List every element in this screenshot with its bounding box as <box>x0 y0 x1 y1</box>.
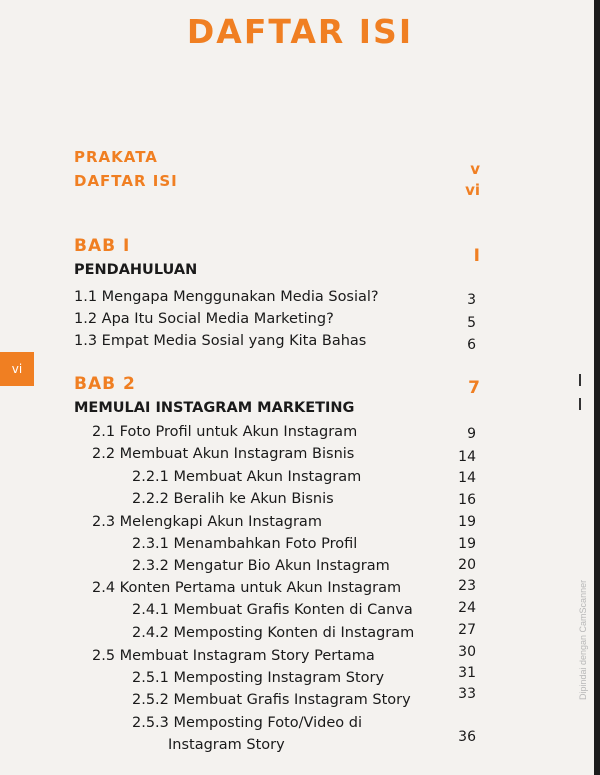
toc-entry-page: 19 <box>458 514 476 530</box>
toc-entry: 2.4.1 Membuat Grafis Konten di Canva <box>132 602 413 618</box>
page-title: DAFTAR ISI <box>186 12 414 51</box>
toc-entry: 2.5.3 Memposting Foto/Video di <box>132 715 363 731</box>
page-edge <box>594 0 600 775</box>
toc-entry: 2.2.2 Beralih ke Akun Bisnis <box>132 491 334 507</box>
toc-entry: 2.2 Membuat Akun Instagram Bisnis <box>92 446 355 462</box>
ghost-text <box>0 62 600 83</box>
toc-prakata: PRAKATA <box>74 148 158 166</box>
toc-entry: 2.5.2 Membuat Grafis Instagram Story <box>132 692 411 708</box>
toc-entry-page: 3 <box>467 292 476 308</box>
toc-entry-page: 30 <box>458 644 476 660</box>
toc-entry-page: 33 <box>458 686 476 702</box>
scanner-watermark: Dipindai dengan CamScanner <box>578 579 588 700</box>
toc-entry: 2.5 Membuat Instagram Story Pertama <box>92 648 375 664</box>
toc-entry: 1.3 Empat Media Sosial yang Kita Bahas <box>74 333 367 349</box>
chapter-1-title: PENDAHULUAN <box>74 262 198 278</box>
toc-entry-page: 5 <box>467 315 476 331</box>
page-number-tab: vi <box>0 352 34 386</box>
toc-prakata-page: v <box>470 160 480 178</box>
toc-entry-page: 24 <box>458 600 476 616</box>
toc-entry: 2.4.2 Memposting Konten di Instagram <box>132 625 415 641</box>
toc-entry: 2.1 Foto Profil untuk Akun Instagram <box>92 424 358 440</box>
toc-daftar-isi-page: vi <box>465 181 480 199</box>
toc-entry: 2.5.1 Memposting Instagram Story <box>132 670 385 686</box>
toc-entry: 2.2.1 Membuat Akun Instagram <box>132 469 362 485</box>
toc-entry-page: 16 <box>458 492 476 508</box>
toc-entry-page: 14 <box>458 449 476 465</box>
toc-entry: 2.3 Melengkapi Akun Instagram <box>92 514 322 530</box>
toc-entry-page: 9 <box>467 426 476 442</box>
toc-entry-page: 20 <box>458 557 476 573</box>
chapter-2-page: 7 <box>468 378 480 398</box>
chapter-2-title: MEMULAI INSTAGRAM MARKETING <box>74 400 355 416</box>
margin-mark <box>579 374 581 386</box>
margin-mark <box>579 398 581 410</box>
toc-entry-page: 27 <box>458 622 476 638</box>
toc-entry-continued: Instagram Story <box>168 737 285 753</box>
toc-entry-page: 36 <box>458 729 476 745</box>
chapter-1-label: BAB I <box>74 236 131 256</box>
chapter-2-label: BAB 2 <box>74 374 136 394</box>
toc-entry-page: 14 <box>458 470 476 486</box>
toc-entry: 2.3.1 Menambahkan Foto Profil <box>132 536 358 552</box>
chapter-1-page: I <box>473 246 480 266</box>
toc-entry-page: 31 <box>458 665 476 681</box>
toc-entry-page: 23 <box>458 578 476 594</box>
toc-entry: 1.1 Mengapa Menggunakan Media Sosial? <box>74 289 379 305</box>
toc-entry: 2.3.2 Mengatur Bio Akun Instagram <box>132 558 390 574</box>
toc-entry: 2.4 Konten Pertama untuk Akun Instagram <box>92 580 402 596</box>
toc-entry: 1.2 Apa Itu Social Media Marketing? <box>74 311 334 327</box>
toc-daftar-isi: DAFTAR ISI <box>74 172 178 190</box>
toc-entry-page: 6 <box>467 337 476 353</box>
toc-entry-page: 19 <box>458 536 476 552</box>
